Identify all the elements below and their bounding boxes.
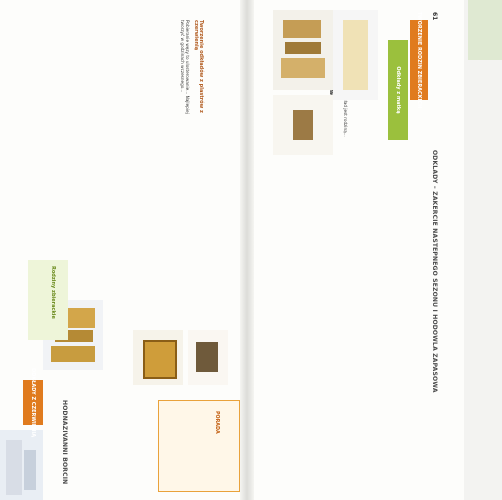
left-side-tab: ODKŁADY Z CZERWIENIĄ	[23, 380, 43, 425]
header-left: HODNAZIVANNI BORCIN	[61, 400, 68, 485]
right-photo-frame	[273, 95, 333, 155]
left-photo-box	[188, 330, 228, 385]
left-highlight-box: Rodziny zbierackie	[28, 260, 68, 340]
right-orange-tab: TWORZENIE RODZIN ZBIERACKICH	[410, 20, 428, 100]
right-photo-hives	[273, 10, 333, 90]
left-photo-top	[0, 430, 43, 500]
right-photo-tall	[333, 10, 378, 100]
left-text-column: Tworzenie odkładów z plastrów z czerwienią Pobieranie węzy to ulosterowanie... Najlepiej tworzyć w godzinach wczesnego...	[179, 20, 204, 114]
left-photo-frame	[133, 330, 183, 385]
right-margin	[464, 0, 502, 500]
page-number: 61	[431, 12, 438, 21]
right-side-tab: Odkłady z matką	[388, 40, 408, 140]
right-edge-photo	[468, 0, 502, 60]
header-right: ODKLADY – ZAKERCIE NASTEPNEGO SEZONU I HODOWLA ZAPASOWA	[431, 150, 438, 393]
porada-box: PORADA	[158, 400, 240, 492]
